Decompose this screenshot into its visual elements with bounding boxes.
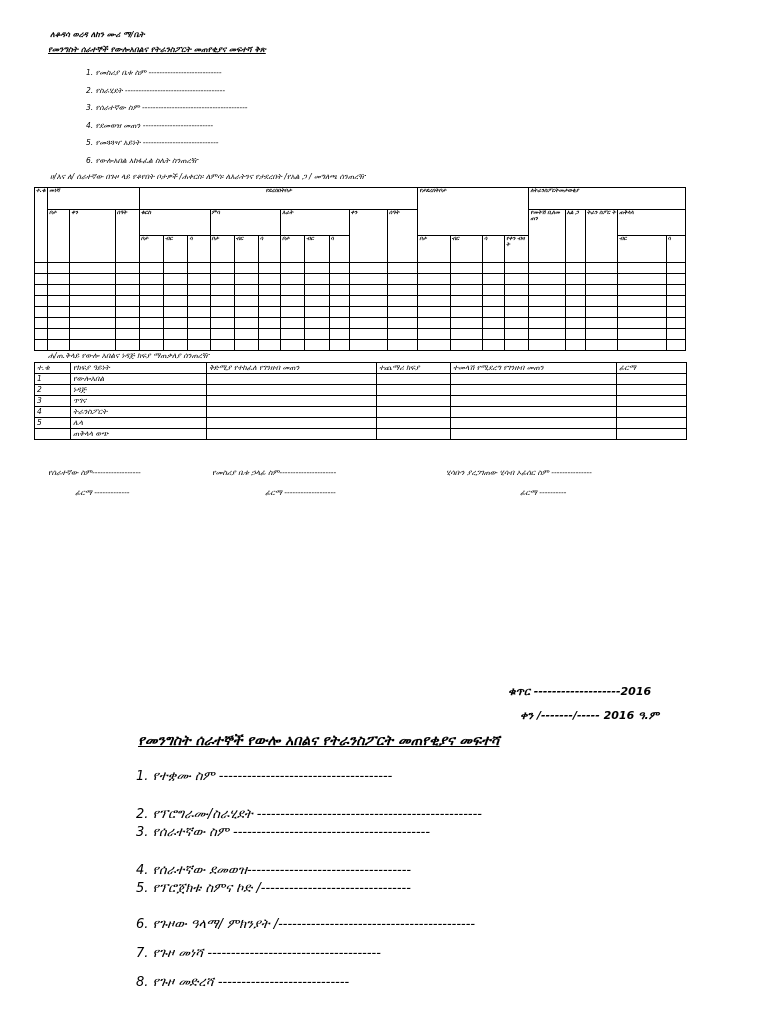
grid-cell <box>48 285 70 296</box>
hdr-cent-a: ሳ <box>482 236 504 263</box>
grid-cell <box>258 274 280 285</box>
grid-cell <box>305 318 329 329</box>
grid-cell <box>529 274 565 285</box>
grid-cell <box>164 285 188 296</box>
hdr-cent-l: ሳ <box>258 236 280 263</box>
grid-cell <box>585 263 617 274</box>
col-arrival: የታደረበትቦታ <box>418 188 529 236</box>
grid-cell <box>618 263 666 274</box>
grid-cell <box>188 263 210 274</box>
grid-cell <box>450 318 482 329</box>
grid-cell <box>529 296 565 307</box>
grid-cell <box>35 340 48 351</box>
grid-cell <box>482 318 504 329</box>
grid-cell <box>139 340 163 351</box>
grid-cell <box>666 274 685 285</box>
hdr-date: ቀን <box>70 210 115 263</box>
summary-header: ተጨማሪ ክፍያ <box>377 363 451 374</box>
hdr-place-d: ቦታ <box>281 236 305 263</box>
grid-cell <box>115 340 139 351</box>
grid-cell <box>329 263 349 274</box>
summary-type: ነዳጅ <box>71 385 207 396</box>
grid-cell <box>388 274 418 285</box>
grid-cell <box>164 296 188 307</box>
grid-cell <box>164 274 188 285</box>
grid-cell <box>565 318 585 329</box>
hdr-hour: ሰዓት <box>115 210 139 263</box>
grid-cell <box>349 340 387 351</box>
summary-table <box>34 362 687 440</box>
grid-cell <box>618 285 666 296</box>
grid-cell <box>349 285 387 296</box>
grid-cell <box>48 296 70 307</box>
grid-cell <box>418 307 450 318</box>
grid-cell <box>666 307 685 318</box>
grid-cell <box>585 340 617 351</box>
grid-cell <box>529 285 565 296</box>
summary-no: 5 <box>35 418 71 429</box>
grid-cell <box>388 296 418 307</box>
grid-row <box>35 296 686 307</box>
hdr-birr-l: ብር <box>234 236 258 263</box>
grid-cell <box>482 340 504 351</box>
form2-field-6: 6. የጉዞው ዓላማ/ ምክንያት /------------------------------------------ <box>136 917 476 932</box>
summary-header: ተ.ቁ <box>35 363 71 374</box>
grid-cell <box>418 263 450 274</box>
summary-header: ተመላሽ የሚደረግ የገንዘብ መጠን <box>451 363 617 374</box>
grid-row <box>35 285 686 296</box>
grid-row <box>35 318 686 329</box>
grid-cell <box>188 296 210 307</box>
grid-cell <box>565 329 585 340</box>
grid-cell <box>258 329 280 340</box>
form2-field-1: 1. የተቋሙ ስም ------------------------------------- <box>136 769 393 784</box>
grid-cell <box>618 329 666 340</box>
grid-cell <box>210 263 234 274</box>
hdr-breakfast: ቁርስ <box>139 210 210 236</box>
grid-cell <box>388 340 418 351</box>
grid-cell <box>258 340 280 351</box>
grid-row <box>35 263 686 274</box>
grid-cell <box>565 340 585 351</box>
summary-type: ጠቅላላ ወጭ <box>71 429 207 440</box>
grid-cell <box>35 318 48 329</box>
hdr-place-l: ቦታ <box>210 236 234 263</box>
field-3: 3. የሰራተኛው ስም --------------------------------------- <box>86 103 248 112</box>
hdr-place-a: ቦታ <box>418 236 450 263</box>
hdr-transport: ትራን ስፖር ት <box>585 210 617 263</box>
grid-cell <box>618 340 666 351</box>
grid-cell <box>329 318 349 329</box>
grid-cell <box>505 263 529 274</box>
grid-cell <box>418 296 450 307</box>
grid-cell <box>70 274 115 285</box>
grid-cell <box>618 318 666 329</box>
grid-cell <box>139 318 163 329</box>
grid-cell <box>666 329 685 340</box>
grid-cell <box>450 263 482 274</box>
form2-field-5: 5. የፕሮጀክቱ ስምና ኮድ /-------------------------------- <box>136 881 411 896</box>
grid-cell <box>565 296 585 307</box>
hdr-birr-a: ብር <box>450 236 482 263</box>
grid-cell <box>349 296 387 307</box>
grid-cell <box>482 285 504 296</box>
grid-cell <box>188 285 210 296</box>
grid-cell <box>35 274 48 285</box>
grid-row <box>35 274 686 285</box>
grid-cell <box>139 307 163 318</box>
grid-cell <box>418 285 450 296</box>
grid-cell <box>115 329 139 340</box>
grid-cell <box>666 318 685 329</box>
grid-cell <box>388 329 418 340</box>
grid-cell <box>482 296 504 307</box>
grid-cell <box>164 329 188 340</box>
signature-line-1: ፊርማ ------------- <box>75 488 130 497</box>
grid-cell <box>234 285 258 296</box>
grid-cell <box>281 318 305 329</box>
summary-no <box>35 429 71 440</box>
grid-cell <box>48 340 70 351</box>
hdr-total: ጠቅላላ <box>618 210 686 236</box>
grid-cell <box>139 285 163 296</box>
grid-cell <box>258 263 280 274</box>
grid-cell <box>349 263 387 274</box>
summary-title: ሐ/ጠ.ቅላይ የውሎ አበልና ነዳጅ ክፍያ ማጠቃለያ ሰንጠረዥ <box>48 351 210 360</box>
grid-cell <box>35 296 48 307</box>
grid-cell <box>505 329 529 340</box>
grid-cell <box>666 296 685 307</box>
grid-cell <box>585 274 617 285</box>
grid-cell <box>281 329 305 340</box>
grid-cell <box>505 285 529 296</box>
grid-cell <box>529 318 565 329</box>
grid-cell <box>234 329 258 340</box>
form2-field-2: 2. የፕሮግራሙ/ስራሂደት ------------------------------------------------ <box>136 807 482 822</box>
grid-cell <box>188 318 210 329</box>
grid-cell <box>666 285 685 296</box>
grid-cell <box>281 340 305 351</box>
grid-cell <box>565 307 585 318</box>
grid-cell <box>281 296 305 307</box>
hdr-cent-b: ሳ <box>188 236 210 263</box>
grid-cell <box>258 307 280 318</box>
grid-cell <box>35 263 48 274</box>
form-date: ቀን /-------/----- 2016 ዓ.ም <box>520 709 660 722</box>
hdr-hour-2: ሰዓት <box>388 210 418 263</box>
grid-cell <box>505 340 529 351</box>
form2-field-7: 7. የጉዞ መነሻ ------------------------------------- <box>136 946 381 961</box>
grid-cell <box>450 329 482 340</box>
col-meals: የደረሰበትቦታ <box>139 188 417 210</box>
grid-cell <box>234 296 258 307</box>
grid-cell <box>565 285 585 296</box>
grid-cell <box>418 274 450 285</box>
grid-cell <box>258 285 280 296</box>
office-name: ለቆዳሳ ወረዳ ለከን ሙሪ ማ/ቤት <box>50 30 145 39</box>
grid-row <box>35 307 686 318</box>
hdr-birr-t: ብር <box>618 236 666 263</box>
grid-cell <box>388 285 418 296</box>
field-1: 1. የመስሪያ ቤቱ ስም --------------------------- <box>86 68 222 77</box>
grid-cell <box>329 340 349 351</box>
grid-cell <box>329 274 349 285</box>
hdr-date-2: ቀን <box>349 210 387 263</box>
summary-header: ቅድሚያ የተከፈለ የገንዘብ መጠን <box>207 363 377 374</box>
hdr-lunch: ምሳ <box>210 210 281 236</box>
grid-cell <box>505 307 529 318</box>
grid-cell <box>210 318 234 329</box>
grid-cell <box>70 296 115 307</box>
grid-cell <box>115 307 139 318</box>
grid-cell <box>388 318 418 329</box>
hdr-birr-d: ብር <box>305 236 329 263</box>
signature-line-3: ፊርማ ---------- <box>520 488 567 497</box>
hdr-cent-d: ሳ <box>329 236 349 263</box>
grid-cell <box>139 329 163 340</box>
grid-cell <box>35 329 48 340</box>
grid-cell <box>505 274 529 285</box>
grid-cell <box>115 263 139 274</box>
grid-cell <box>139 296 163 307</box>
reference-number: ቁጥር -------------------2016 <box>508 685 652 698</box>
grid-cell <box>188 274 210 285</box>
grid-cell <box>234 318 258 329</box>
grid-cell <box>450 340 482 351</box>
grid-cell <box>48 329 70 340</box>
grid-cell <box>585 307 617 318</box>
grid-cell <box>482 263 504 274</box>
summary-type: የውሎአበል <box>71 374 207 385</box>
field-2: 2. የስራሂደት ------------------------------------- <box>86 86 226 95</box>
grid-cell <box>70 263 115 274</box>
field-6: 6. የውሎአበል አከፋፈል ስሌት ስንጠረዥ <box>86 156 198 165</box>
accountant-name-line: ሂሳቡን ያረጋገጠው ሂሳብ ኦፊሰር ስም --------------- <box>446 468 592 477</box>
grid-cell <box>234 340 258 351</box>
grid-cell <box>305 263 329 274</box>
grid-cell <box>529 329 565 340</box>
grid-cell <box>305 285 329 296</box>
grid-cell <box>258 318 280 329</box>
grid-cell <box>139 274 163 285</box>
grid-cell <box>164 263 188 274</box>
grid-cell <box>349 307 387 318</box>
grid-cell <box>281 263 305 274</box>
summary-header: የክፍያ ዓይነት <box>71 363 207 374</box>
grid-cell <box>139 263 163 274</box>
grid-cell <box>585 296 617 307</box>
grid-cell <box>281 285 305 296</box>
grid-cell <box>210 307 234 318</box>
grid-cell <box>618 296 666 307</box>
grid-cell <box>418 329 450 340</box>
hdr-cent-t: ሳ <box>666 236 685 263</box>
form2-field-3: 3. የሰራተኛው ስም ------------------------------------------ <box>136 825 431 840</box>
summary-header: ፊርማ <box>617 363 687 374</box>
grid-cell <box>115 274 139 285</box>
grid-row <box>35 340 686 351</box>
grid-cell <box>482 274 504 285</box>
form2-field-8: 8. የጉዞ መድረሻ ---------------------------- <box>136 975 350 990</box>
grid-cell <box>164 340 188 351</box>
summary-no: 1 <box>35 374 71 385</box>
grid-cell <box>450 296 482 307</box>
grid-cell <box>305 296 329 307</box>
grid-cell <box>234 263 258 274</box>
hdr-dinner: እራት <box>281 210 350 236</box>
grid-cell <box>305 274 329 285</box>
signature-line-2: ፊርማ ------------------- <box>265 488 336 497</box>
grid-cell <box>565 274 585 285</box>
grid-cell <box>329 296 349 307</box>
form1-title: የመንግስት ሰራተኞች የውሎአበልና የትራንስፖርት መጠየቂያና መፍተሻ ቅጽ <box>48 45 266 54</box>
grid-cell <box>188 340 210 351</box>
grid-cell <box>48 307 70 318</box>
grid-cell <box>305 340 329 351</box>
grid-cell <box>585 318 617 329</box>
summary-no: 4 <box>35 407 71 418</box>
grid-cell <box>164 318 188 329</box>
grid-cell <box>115 296 139 307</box>
grid-cell <box>482 329 504 340</box>
grid-cell <box>234 274 258 285</box>
grid-cell <box>418 340 450 351</box>
grid-cell <box>210 285 234 296</box>
grid-cell <box>305 329 329 340</box>
grid-cell <box>388 307 418 318</box>
grid-cell <box>349 274 387 285</box>
grid-cell <box>329 307 349 318</box>
grid-cell <box>281 274 305 285</box>
field-4: 4. የደመወዝ መጠን -------------------------- <box>86 121 214 130</box>
grid-cell <box>666 263 685 274</box>
grid-cell <box>585 285 617 296</box>
grid-cell <box>234 307 258 318</box>
col-number: ተ.ቁ <box>35 188 48 263</box>
grid-cell <box>529 263 565 274</box>
hdr-days: የቀን ብዛ ት <box>505 236 529 263</box>
grid-cell <box>35 307 48 318</box>
grid-cell <box>210 274 234 285</box>
grid-cell <box>505 318 529 329</box>
grid-cell <box>210 340 234 351</box>
grid-cell <box>482 307 504 318</box>
grid-cell <box>450 274 482 285</box>
hdr-place-b: ቦታ <box>139 236 163 263</box>
grid-cell <box>35 285 48 296</box>
allowance-grid <box>34 187 686 351</box>
grid-cell <box>618 274 666 285</box>
col-allowance: ለትራንስፖርትመታወቂያ <box>529 188 686 210</box>
office-head-name-line: የመስሪያ ቤቱ ኃላፊ ስም--------------------- <box>212 468 337 477</box>
grid-cell <box>529 307 565 318</box>
grid-cell <box>666 340 685 351</box>
summary-no: 3 <box>35 396 71 407</box>
worker-name-line: የሰራተኛው ስም------------------ <box>48 468 141 477</box>
grid-cell <box>210 296 234 307</box>
grid-cell <box>70 307 115 318</box>
grid-cell <box>329 285 349 296</box>
grid-cell <box>70 340 115 351</box>
grid-cell <box>70 285 115 296</box>
grid-cell <box>70 329 115 340</box>
grid-cell <box>529 340 565 351</box>
grid-cell <box>349 318 387 329</box>
grid-cell <box>450 307 482 318</box>
grid-cell <box>48 318 70 329</box>
grid-cell <box>388 263 418 274</box>
grid-note: ሀ/እና ለ/ ሰራተኛው በጉዞ ላይ የቆየበት ቦታዎች /ሐቀርስ፡ ለምሳ፡ ለእራትንና የታደረበት /የአል ጋ / መግለጫ ሰንጠረዥ <box>50 172 366 181</box>
grid-cell <box>618 307 666 318</box>
grid-cell <box>450 285 482 296</box>
grid-cell <box>48 263 70 274</box>
summary-type: ሌላ <box>71 418 207 429</box>
grid-cell <box>115 318 139 329</box>
grid-cell <box>349 329 387 340</box>
grid-cell <box>585 329 617 340</box>
grid-cell <box>258 296 280 307</box>
grid-cell <box>188 329 210 340</box>
field-5: 5. የመጓጓዣ አይነት ---------------------------- <box>86 138 219 147</box>
grid-cell <box>418 318 450 329</box>
grid-cell <box>115 285 139 296</box>
grid-cell <box>281 307 305 318</box>
grid-row <box>35 329 686 340</box>
col-departure: መነሻ <box>48 188 140 210</box>
grid-cell <box>305 307 329 318</box>
hdr-fare: የመትሽ ቢለመ ጠን <box>529 210 565 263</box>
grid-cell <box>48 274 70 285</box>
grid-cell <box>565 263 585 274</box>
form2-title: የመንግስት ሰራተኞች የውሎ አበልና የትራንስፖርት መጠየቂያና መፍተሻ <box>138 733 500 749</box>
hdr-alga: አል ጋ <box>565 210 585 263</box>
hdr-place: ቦታ <box>48 210 70 263</box>
summary-no: 2 <box>35 385 71 396</box>
hdr-birr-b: ብር <box>164 236 188 263</box>
grid-cell <box>329 329 349 340</box>
summary-type: ትራንስፖርት <box>71 407 207 418</box>
summary-type: ጥገና <box>71 396 207 407</box>
grid-cell <box>164 307 188 318</box>
grid-cell <box>505 296 529 307</box>
grid-cell <box>188 307 210 318</box>
grid-cell <box>210 329 234 340</box>
grid-cell <box>70 318 115 329</box>
form2-field-4: 4. የሰራተኛው ደመወዝ----------------------------------- <box>136 863 412 878</box>
